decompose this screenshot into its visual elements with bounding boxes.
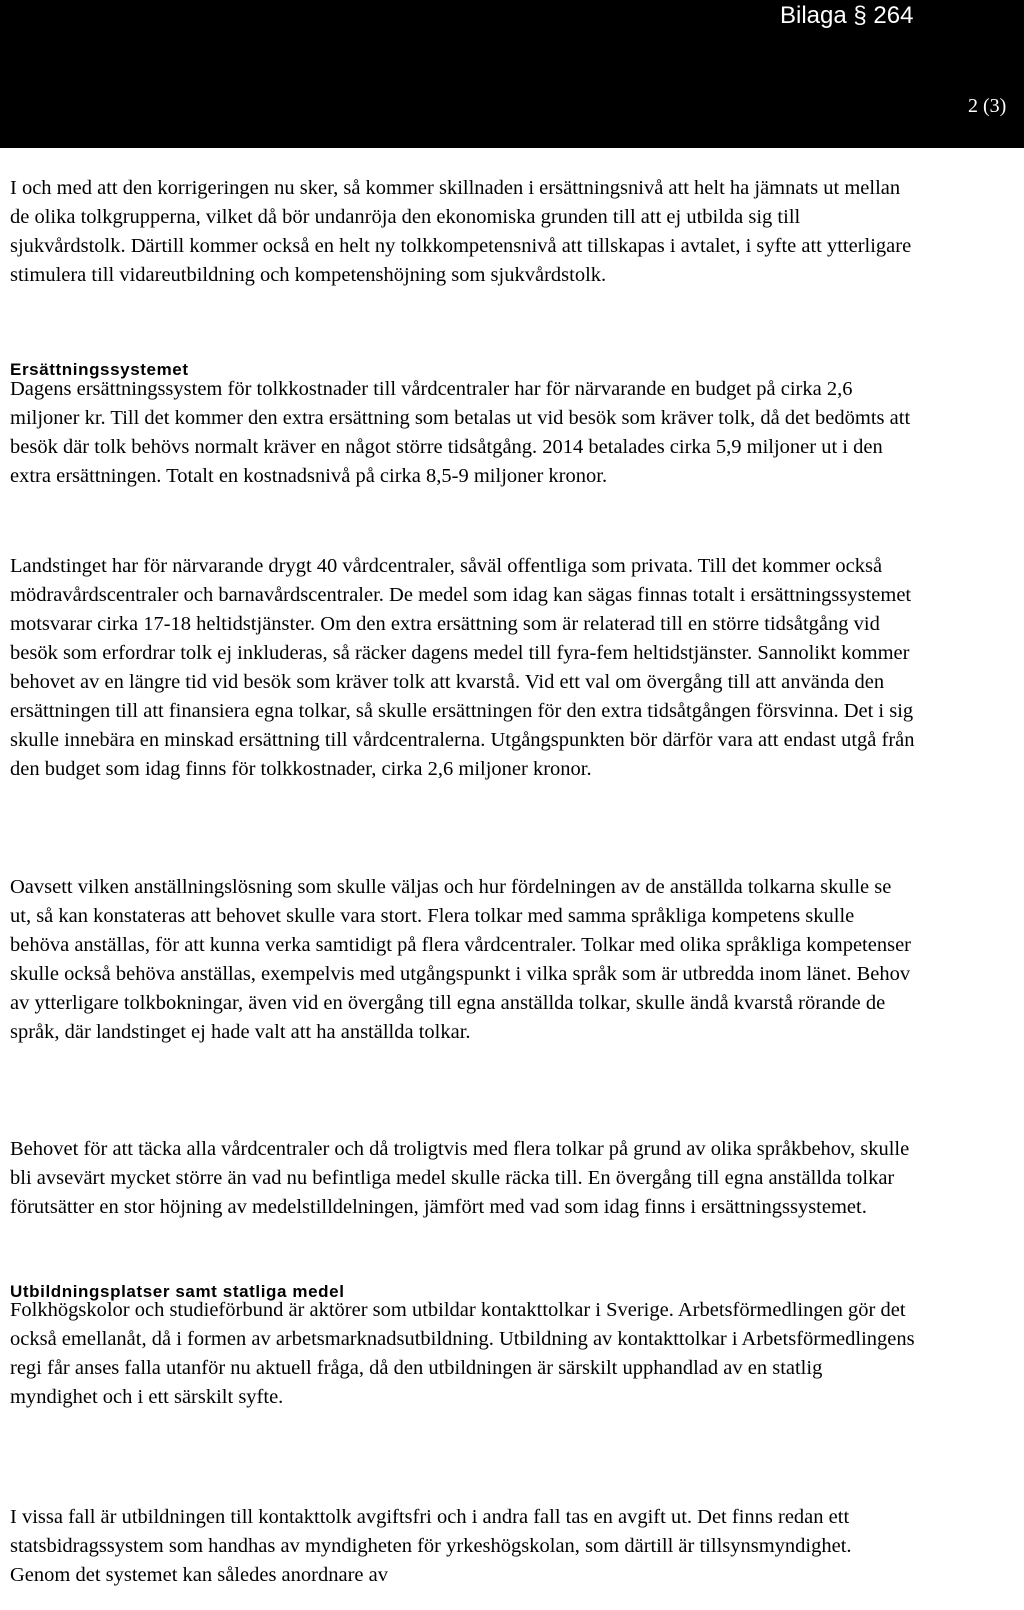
- heading-utbildningsplatser: Utbildningsplatser samt statliga medel: [10, 1282, 345, 1301]
- paragraph-behovet: Behovet för att täcka alla vårdcentraler och då troligtvis med flera tolkar på grund av olika språkbehov, skulle bli avsevärt mycket större än vad nu befintliga medel skulle räcka till. En övergång till egna anställda tolkar förutsätter en stor höjning av medelstilldelningen, jämfört med vad som idag finns i ersättningssystemet.: [10, 1138, 910, 1218]
- page-number: 2 (3): [968, 95, 1007, 117]
- paragraph-folkhogskolor: Folkhögskolor och studieförbund är aktörer som utbildar kontakttolkar i Sverige. Arbetsförmedlingen gör det också emellanåt, då i formen av arbetsmarknadsutbildning. Utbildning av kontakttolkar i Arbetsförmedlingens regi får anses falla utanför nu aktuell fråga, då den utbildningen är särskilt upphandlad av en statlig myndighet och i ett särskilt syfte.: [10, 1299, 915, 1408]
- paragraph-oavsett: Oavsett vilken anställningslösning som skulle väljas och hur fördelningen av de anställda tolkarna skulle se ut, så kan konstateras att behovet skulle vara stort. Flera tolkar med samma språkliga kompetens skulle behöva anställas, för att kunna verka samtidigt på flera vårdcentraler. Tolkar med olika språkliga kompetenser skulle också behöva anställas, exempelvis med utgångspunkt i vilka språk som är utbredda inom länet. Behov av ytterligare tolkbokningar, även vid en övergång till egna anställda tolkar, skulle ändå kvarstå rörande de språk, där landstinget ej hade valt att ha anställda tolkar.: [10, 876, 911, 1043]
- paragraph-intro: I och med att den korrigeringen nu sker, så kommer skillnaden i ersättningsnivå att helt ha jämnats ut mellan de olika tolkgrupperna, vilket då bör undanröja den ekonomiska grunden till att ej utbilda sig till sjukvårdstolk. Därtill kommer också en helt ny tolkkompetensnivå att tillskapas i avtalet, i syfte att ytterligare stimulera till vidareutbildning och kompetenshöjning som sjukvårdstolk.: [10, 177, 912, 286]
- paragraph-ersattning: Dagens ersättningssystem för tolkkostnader till vårdcentraler har för närvarande en budget på cirka 2,6 miljoner kr. Till det kommer den extra ersättning som betalas ut vid besök som kräver tolk, då det bedömts att besök där tolk behövs normalt kräver en något större tidsåtgång. 2014 betalades cirka 5,9 miljoner ut i den extra ersättningen. Totalt en kostnadsnivå på cirka 8,5-9 miljoner kronor.: [10, 378, 911, 487]
- page-body: [0, 178, 1024, 1610]
- heading-ersattningssystemet: Ersättningssystemet: [10, 360, 189, 379]
- paragraph-vissa-fall: I vissa fall är utbildningen till kontakttolk avgiftsfri och i andra fall tas en avgift ut. Det finns redan ett statsbidragssystem som handhas av myndigheten för yrkeshögskolan, som därtill är tillsynsmyndighet. Genom det systemet kan således anordnare av: [10, 1506, 852, 1586]
- paragraph-landstinget: Landstinget har för närvarande drygt 40 vårdcentraler, såväl offentliga som privata. Till det kommer också mödravårdscentraler och barnavårdscentraler. De medel som idag kan sägas finnas totalt i ersättningssystemet motsvarar cirka 17-18 heltidstjänster. Om den extra ersättning som är relaterad till en större tidsåtgång vid besök som erfordrar tolk ej inkluderas, så räcker dagens medel till fyra-fem heltidstjänster. Sannolikt kommer behovet av en längre tid vid besök som kräver tolk att kvarstå. Vid ett val om övergång till att använda den ersättningen till att finansiera egna tolkar, så skulle ersättningen för den extra tidsåtgången försvinna. Det i sig skulle innebära en minskad ersättning till vårdcentralerna. Utgångspunkten bör därför vara att endast utgå från den budget som idag finns för tolkkostnader, cirka 2,6 miljoner kronor.: [10, 555, 915, 780]
- appendix-label: Bilaga § 264: [780, 2, 914, 29]
